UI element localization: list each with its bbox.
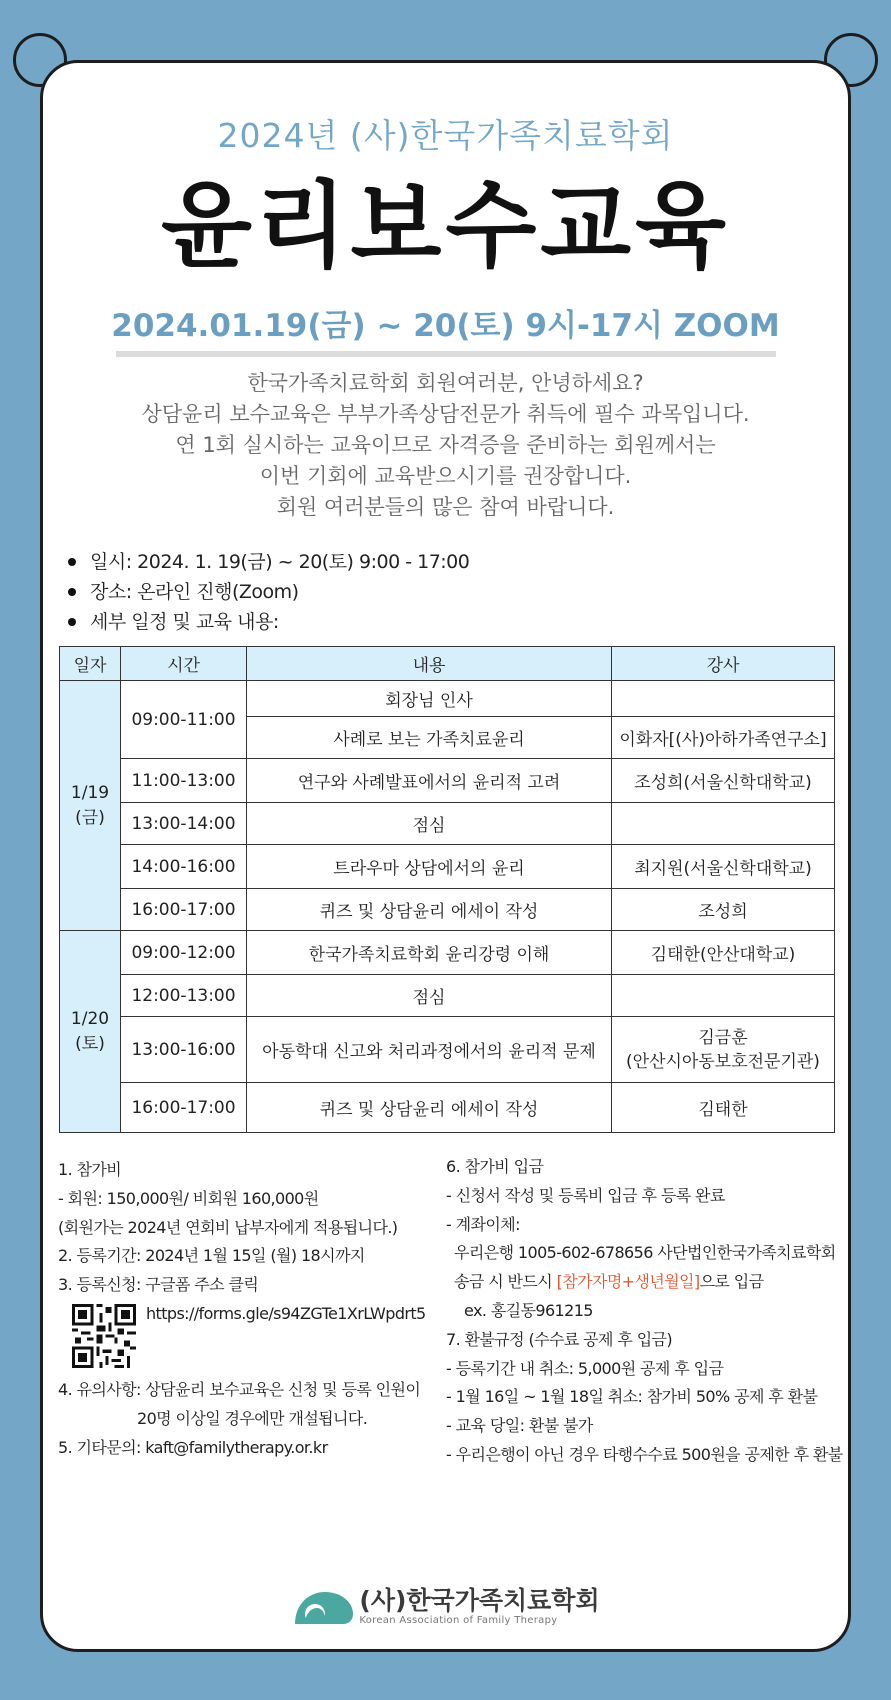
notice-line-2: 20명 이상일 경우에만 개설됩니다. [137, 1408, 368, 1428]
content-cell: 아동학대 신고와 처리과정에서의 윤리적 문제 [247, 1017, 612, 1083]
bullet-schedule: 세부 일정 및 교육 내용: [66, 607, 846, 637]
fee-note: (회원가는 2024년 연회비 납부자에게 적용됩니다.) [58, 1217, 398, 1237]
time-cell: 13:00-16:00 [121, 1017, 247, 1083]
day-cell-1-19: 1/19 (금) [60, 681, 121, 931]
info-right-column [446, 1153, 846, 1470]
fee-amounts: - 회원: 150,000원/ 비회원 160,000원 [58, 1188, 319, 1208]
time-cell: 11:00-13:00 [121, 759, 247, 803]
table-row [60, 759, 835, 803]
intro-line: 이번 기회에 교육받으시기를 권장합니다. [259, 464, 632, 488]
instructor-cell [612, 975, 835, 1017]
bullet-date: 일시: 2024. 1. 19(금) ~ 20(토) 9:00 - 17:00 [66, 547, 846, 577]
poster-dateline: 2024.01.19(금) ~ 20(토) 9시-17시 ZOOM [111, 308, 780, 344]
table-row [60, 1083, 835, 1133]
poster-title: 윤리보수교육 [161, 172, 730, 281]
notice-line: 4. 유의사항: 상담윤리 보수교육은 신청 및 등록 인원이 [58, 1379, 421, 1399]
registration-method: 3. 등록신청: 구글폼 주소 클릭 [58, 1275, 259, 1295]
qr-code-icon[interactable] [72, 1304, 136, 1368]
refund-rule: - 1월 16일 ~ 1월 18일 취소: 참가비 50% 공제 후 환불 [446, 1387, 818, 1407]
association-english-name: Korean Association of Family Therapy [359, 1614, 558, 1626]
refund-rule: - 우리은행이 아닌 경우 타행수수료 500원을 공제한 후 환불 [446, 1444, 843, 1464]
bank-account: 우리은행 1005-602-678656 사단법인한국가족치료학회 [454, 1243, 836, 1263]
schedule-header-row [60, 647, 835, 681]
association-name-block [359, 1587, 599, 1626]
header-content: 내용 [247, 647, 612, 681]
remittance-highlight: [참가자명+생년월일] [556, 1272, 700, 1292]
time-cell: 12:00-13:00 [121, 975, 247, 1017]
association-logo-icon [291, 1584, 355, 1628]
refund-heading: 7. 환불규정 (수수료 공제 후 입금) [446, 1329, 673, 1349]
time-cell: 16:00-17:00 [121, 1083, 247, 1133]
time-cell: 09:00-11:00 [121, 681, 247, 759]
refund-rule: - 교육 당일: 환불 불가 [446, 1416, 593, 1436]
bank-transfer-label: - 계좌이체: [446, 1214, 520, 1234]
instructor-cell: 김태한(안산대학교) [612, 931, 835, 975]
remittance-note [446, 1268, 846, 1297]
table-row [60, 931, 835, 975]
instructor-cell: 최지원(서울신학대학교) [612, 845, 835, 889]
event-summary-list [66, 547, 846, 637]
time-cell: 09:00-12:00 [121, 931, 247, 975]
table-row [60, 1017, 835, 1083]
fee-heading: 1. 참가비 [58, 1160, 122, 1179]
remittance-example: ex. 홍길동961215 [464, 1300, 593, 1320]
time-cell: 16:00-17:00 [121, 889, 247, 931]
intro-line: 회원 여러분들의 많은 참여 바랍니다. [276, 495, 615, 519]
instructor-cell: 김태한 [612, 1083, 835, 1133]
payment-step: - 신청서 작성 및 등록비 입금 후 등록 완료 [446, 1185, 725, 1205]
registration-form-link[interactable]: https://forms.gle/s94ZGTe1XrLWpdrt5 [146, 1303, 426, 1323]
table-row [60, 845, 835, 889]
content-cell: 트라우마 상담에서의 윤리 [247, 845, 612, 889]
content-cell: 퀴즈 및 상담윤리 에세이 작성 [247, 889, 612, 931]
instructor-cell: 이화자[(사)아하가족연구소] [612, 717, 835, 759]
instructor-cell: 김금훈 (안산시아동보호전문기관) [612, 1017, 835, 1083]
header-date: 일자 [60, 647, 121, 681]
content-cell: 사례로 보는 가족치료윤리 [247, 717, 612, 759]
instructor-cell: 조성희 [612, 889, 835, 931]
content-cell: 점심 [247, 803, 612, 845]
content-cell: 연구와 사례발표에서의 윤리적 고려 [247, 759, 612, 803]
refund-rule: - 등록기간 내 취소: 5,000원 공제 후 입금 [446, 1358, 724, 1378]
table-row [60, 681, 835, 717]
registration-period: 2. 등록기간: 2024년 1월 15일 (월) 18시까지 [58, 1246, 365, 1266]
content-cell: 한국가족치료학회 윤리강령 이해 [247, 931, 612, 975]
table-row [60, 975, 835, 1017]
instructor-cell [612, 681, 835, 717]
poster-subtitle: 2024년 (사)한국가족치료학회 [217, 116, 674, 155]
intro-message [0, 368, 891, 523]
intro-line: 한국가족치료학회 회원여러분, 안녕하세요? [247, 371, 644, 395]
instructor-cell [612, 803, 835, 845]
contact-line: 5. 기타문의: kaft@familytherapy.or.kr [58, 1437, 328, 1457]
time-cell: 13:00-14:00 [121, 803, 247, 845]
day-cell-1-20: 1/20 (토) [60, 931, 121, 1133]
intro-line: 연 1회 실시하는 교육이므로 자격증을 준비하는 회원께서는 [175, 433, 716, 457]
header-instructor: 강사 [612, 647, 835, 681]
schedule-table [59, 646, 835, 1133]
instructor-cell: 조성희(서울신학대학교) [612, 759, 835, 803]
content-cell: 퀴즈 및 상담윤리 에세이 작성 [247, 1083, 612, 1133]
payment-heading: 6. 참가비 입금 [446, 1157, 544, 1176]
table-row [60, 803, 835, 845]
content-cell: 점심 [247, 975, 612, 1017]
association-name: (사)한국가족치료학회 [359, 1585, 600, 1615]
content-cell: 회장님 인사 [247, 681, 612, 717]
footer-logo [0, 1584, 891, 1628]
remittance-note-c: 으로 입금 [699, 1272, 764, 1292]
remittance-note-a: 송금 시 반드시 [454, 1272, 557, 1292]
qr-row [58, 1300, 448, 1376]
table-row [60, 889, 835, 931]
intro-line: 상담윤리 보수교육은 부부가족상담전문가 취득에 필수 과목입니다. [141, 402, 750, 426]
header-time: 시간 [121, 647, 247, 681]
time-cell: 14:00-16:00 [121, 845, 247, 889]
bullet-location: 장소: 온라인 진행(Zoom) [66, 577, 846, 607]
info-left-column [58, 1156, 448, 1462]
title-divider [116, 351, 776, 357]
